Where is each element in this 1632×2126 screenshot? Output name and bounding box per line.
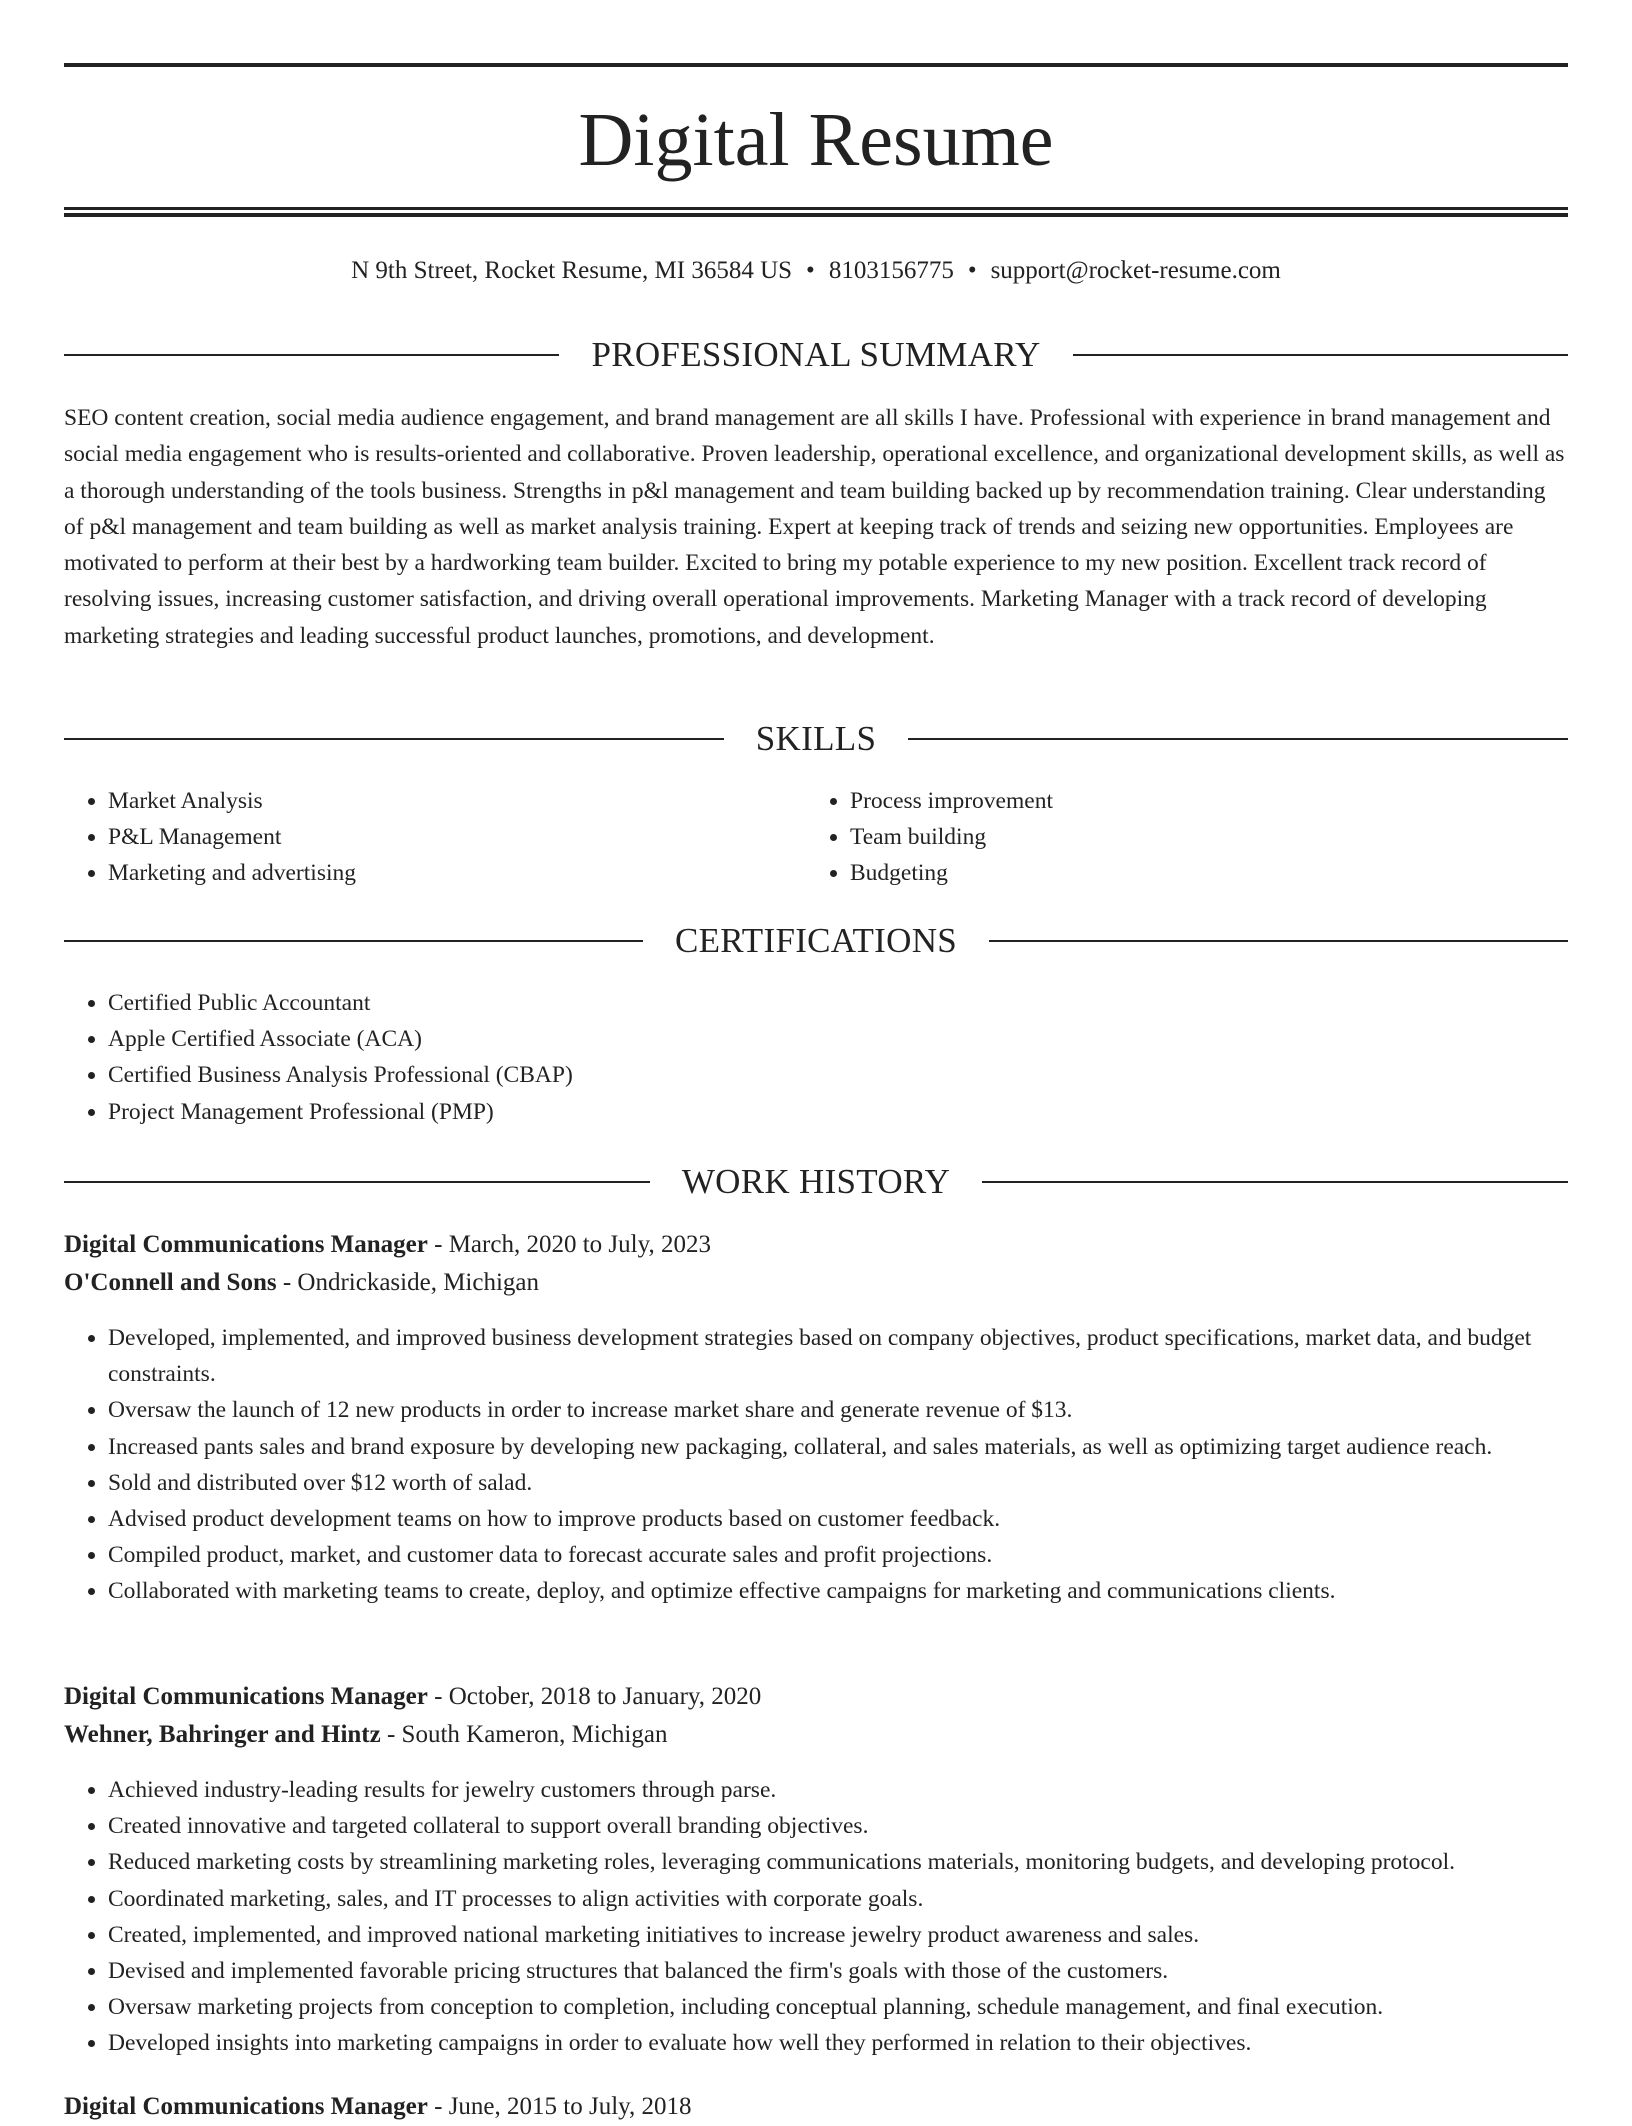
job-title: Digital Communications Manager [64,1231,428,1258]
job-bullet: • Reduced marketing costs by streamlining marketing roles, leveraging communications materials, monitoring budgets, and developing protocol. [108,1844,1568,1880]
job-bullet: • Created innovative and targeted collateral to support overall branding objectives. [108,1808,1568,1844]
job-bullet: • Oversaw marketing projects from conception to completion, including conceptual planning, schedule management, and final execution. [108,1989,1568,2025]
skills-list-right [806,783,1550,892]
job-dates: - March, 2020 to July, 2023 [427,1231,711,1258]
certifications-list [64,985,1568,1130]
section-label: CERTIFICATIONS [674,921,958,960]
top-rule [64,63,1568,67]
job-bullets [64,1772,1568,2062]
job-bullet: • Advised product development teams on how to improve products based on customer feedback. [108,1501,1568,1537]
job-bullet: • Devised and implemented favorable pricing structures that balanced the firm's goals with those of the customers. [108,1953,1568,1989]
heading-rule-left [64,940,643,942]
job-bullet: • Oversaw the launch of 12 new products in order to increase market share and generate revenue of $13. [108,1392,1568,1428]
job-bullet: • Compiled product, market, and customer data to forecast accurate sales and profit projections. [108,1537,1568,1573]
heading-rule-left [64,1181,650,1183]
contact-separator: • [806,257,815,284]
job-title-line [64,1226,1568,1264]
skill-item: • Marketing and advertising [108,855,808,891]
certification-item: • Certified Business Analysis Professional (CBAP) [108,1057,1568,1093]
heading-rule-right [1073,354,1568,356]
contact-email[interactable]: support@rocket-resume.com [990,257,1281,284]
skills-list-left [64,783,808,892]
job-bullet: • Developed insights into marketing campaigns in order to evaluate how well they performed in relation to their objectives. [108,2025,1568,2061]
job-bullet: • Increased pants sales and brand exposure by developing new packaging, collateral, and sales materials, as well as optimizing target audience reach. [108,1429,1568,1465]
skill-item: • Budgeting [850,855,1550,891]
job-title: Digital Communications Manager [64,2093,428,2120]
job-bullet: • Developed, implemented, and improved business development strategies based on company objectives, product specifications, market data, and budget constraints. [108,1320,1568,1392]
contact-phone: 8103156775 [828,257,954,284]
resume-title: Digital Resume [578,98,1054,182]
job-bullet: • Collaborated with marketing teams to create, deploy, and optimize effective campaigns for marketing and communications clients. [108,1573,1568,1609]
job-dates: - June, 2015 to July, 2018 [427,2093,692,2120]
certification-item: • Project Management Professional (PMP) [108,1094,1568,1130]
job-company: Wehner, Bahringer and Hintz [64,1721,381,1748]
heading-rule-left [64,354,559,356]
skill-item: • Team building [850,819,1550,855]
job-company: O'Connell and Sons [64,1269,277,1296]
job-bullets [64,1320,1568,1610]
job-bullet: • Created, implemented, and improved national marketing initiatives to increase jewelry product awareness and sales. [108,1917,1568,1953]
job-bullet: • Coordinated marketing, sales, and IT processes to align activities with corporate goals. [108,1881,1568,1917]
job-company-line [64,1716,1568,1754]
contact-separator: • [967,257,977,284]
certification-item: • Apple Certified Associate (ACA) [108,1021,1568,1057]
heading-rule-right [908,738,1568,740]
job-bullet: • Achieved industry-leading results for jewelry customers through parse. [108,1772,1568,1808]
skill-item: • Market Analysis [108,783,808,819]
job-location: - Ondrickaside, Michigan [276,1269,540,1296]
heading-rule-right [989,940,1568,942]
section-heading-certifications [64,921,1568,961]
summary-paragraph: SEO content creation, social media audience engagement, and brand management are all skills I have. Professional with experience in brand management and social media engagement who is results-oriented and collaborative. Proven leadership, operational excellence, and organizational development skills, as well as a thorough understanding of the tools business. Strengths in p&l management and team building backed up by recommendation training. Clear understanding of p&l management and team building as well as market analysis training. Expert at keeping track of trends and seizing new opportunities. Employees are motivated to perform at their best by a hardworking team builder. Excited to bring my potable experience to my new position. Excellent track record of resolving issues, increasing customer satisfaction, and driving overall operational improvements. Marketing Manager with a track record of developing marketing strategies and leading successful product launches, promotions, and development. [64,405,1565,649]
section-heading-skills [64,719,1568,759]
contact-line [64,254,1568,288]
contact-address: N 9th Street, Rocket Resume, MI 36584 US [351,257,793,284]
job-location: - South Kameron, Michigan [380,1721,668,1748]
section-heading-summary [64,335,1568,375]
job-dates: - October, 2018 to January, 2020 [427,1683,762,1710]
title-double-rule [64,207,1568,217]
job-company-line [64,1264,1568,1302]
section-label: WORK HISTORY [681,1162,951,1201]
job-title: Digital Communications Manager [64,1683,428,1710]
heading-rule-left [64,738,724,740]
job-bullet: • Sold and distributed over $12 worth of salad. [108,1465,1568,1501]
section-heading-work-history [64,1162,1568,1202]
job-title-line [64,2088,1568,2126]
section-label: PROFESSIONAL SUMMARY [591,335,1041,374]
certification-item: • Certified Public Accountant [108,985,1568,1021]
job-title-line [64,1678,1568,1716]
skill-item: • Process improvement [850,783,1550,819]
skill-item: • P&L Management [108,819,808,855]
section-label: SKILLS [755,719,877,758]
heading-rule-right [982,1181,1568,1183]
